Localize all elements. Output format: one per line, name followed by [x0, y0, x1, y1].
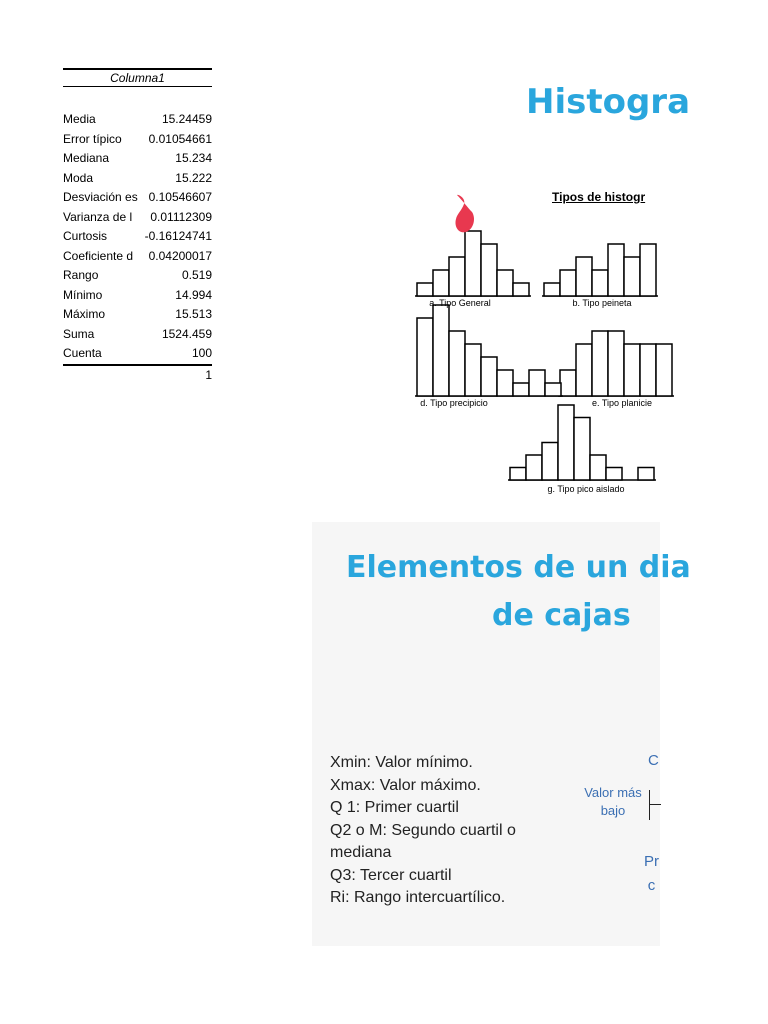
- definition-line: Q2 o M: Segundo cuartil o: [330, 821, 516, 839]
- histogram-bar: [590, 455, 606, 480]
- histogram-panel: [542, 244, 658, 308]
- boxplot-title-line2: de cajas: [492, 598, 631, 633]
- histogram-bar: [417, 283, 433, 296]
- stats-row: [63, 247, 212, 267]
- stats-row: [63, 266, 212, 286]
- stat-value: 15.24459: [161, 112, 212, 126]
- histogram-bar: [465, 344, 481, 396]
- page-number: 1: [205, 367, 212, 382]
- stats-row: [63, 188, 212, 208]
- partial-letter-top: C: [648, 752, 659, 769]
- histogram-bar: [624, 344, 640, 396]
- histogram-bar: [513, 383, 529, 396]
- stat-value: 0.01054661: [148, 131, 212, 146]
- stat-label: Rango: [63, 268, 99, 282]
- stats-row: [63, 169, 212, 189]
- histogram-panel: [415, 305, 563, 408]
- stat-value: 1524.459: [161, 326, 212, 341]
- column-header: Columna1: [110, 71, 165, 85]
- stats-row: [63, 227, 212, 247]
- stat-label: Moda: [63, 170, 94, 185]
- stat-value: 0.04200017: [148, 248, 212, 263]
- stats-row: [63, 286, 212, 306]
- histogram-bar: [592, 331, 608, 396]
- definition-line: Xmin: Valor mínimo.: [330, 754, 473, 771]
- histogram-bar: [449, 331, 465, 396]
- stats-row: [63, 130, 212, 150]
- definition-line: mediana: [330, 844, 392, 861]
- stats-row: [63, 325, 212, 345]
- histogram-slide-title: Histogra: [526, 82, 691, 122]
- definition-line: Q 1: Primer cuartil: [330, 799, 459, 816]
- histogram-bar: [465, 231, 481, 296]
- histogram-bar: [526, 455, 542, 480]
- histogram-bar: [606, 468, 622, 481]
- whisker-line: [649, 790, 650, 820]
- partial-pr: Pr: [644, 853, 659, 870]
- boxplot-elements-slide: [312, 522, 691, 946]
- stat-label: Desviación es: [63, 190, 138, 204]
- histogram-bar: [640, 344, 656, 396]
- stat-label: Coeficiente d: [63, 248, 134, 263]
- stat-value: 15.234: [175, 151, 212, 165]
- stat-value: -0.16124741: [144, 229, 212, 243]
- histogram-types-slide: [322, 82, 691, 520]
- histogram-bar: [433, 305, 449, 396]
- stat-label: Mediana: [63, 151, 110, 165]
- histogram-bar: [576, 344, 592, 396]
- lowest-value-label-line2: bajo: [600, 803, 626, 818]
- histogram-bar: [433, 270, 449, 296]
- histogram-bar: [576, 257, 592, 296]
- stats-row: [63, 305, 212, 325]
- histogram-bar: [481, 357, 497, 396]
- histogram-bar: [481, 244, 497, 296]
- stats-row: [63, 149, 212, 169]
- stat-value: 0.10546607: [148, 190, 212, 204]
- definition-line: Q3: Tercer cuartil: [330, 866, 452, 884]
- histogram-bar: [449, 257, 465, 296]
- stat-value: 0.519: [181, 268, 212, 282]
- definition-line: Ri: Rango intercuartílico.: [330, 889, 506, 906]
- pointing-hand-icon: [455, 195, 474, 232]
- stat-value: 15.222: [175, 170, 212, 185]
- stats-row: [63, 208, 212, 228]
- histogram-bar: [544, 283, 560, 296]
- partial-labels: [644, 850, 659, 898]
- histogram-panels: [322, 82, 660, 520]
- histogram-bar: [542, 443, 558, 481]
- stats-row: [63, 110, 212, 130]
- histogram-bar: [624, 257, 640, 296]
- histogram-caption: d. Tipo precipicio: [420, 398, 488, 408]
- histogram-bar: [638, 468, 654, 481]
- histogram-bar: [608, 244, 624, 296]
- histogram-bar: [513, 283, 529, 296]
- histogram-caption: b. Tipo peineta: [572, 298, 632, 308]
- boxplot-title-line1: Elementos de un dia: [346, 550, 691, 585]
- stat-value: 15.513: [175, 307, 212, 321]
- definitions-list: [330, 752, 516, 910]
- stat-label: Error típico: [63, 131, 122, 146]
- stat-label: Mínimo: [63, 287, 103, 302]
- histogram-panel: [415, 231, 531, 308]
- lowest-value-label-line1: Valor más: [584, 785, 642, 800]
- definition-line: Xmax: Valor máximo.: [330, 776, 481, 794]
- stat-label: Media: [63, 112, 96, 126]
- histogram-panel: [558, 331, 674, 408]
- lowest-value-label: [578, 784, 648, 820]
- histogram-bar: [497, 270, 513, 296]
- stats-row: [63, 344, 212, 364]
- histogram-bar: [417, 318, 433, 396]
- histogram-panel: [508, 405, 656, 494]
- histogram-bar: [656, 344, 672, 396]
- histogram-bar: [510, 468, 526, 481]
- whisker-arm: [649, 804, 661, 805]
- histogram-bar: [497, 370, 513, 396]
- stat-label: Suma: [63, 326, 95, 341]
- stats-rows: [63, 110, 212, 364]
- histogram-bar: [529, 370, 545, 396]
- histogram-bar: [560, 370, 576, 396]
- histogram-bar: [592, 270, 608, 296]
- histogram-bar: [545, 383, 561, 396]
- histogram-bar: [558, 405, 574, 480]
- stat-value: 14.994: [175, 287, 212, 302]
- histogram-bar: [608, 331, 624, 396]
- stat-label: Varianza de l: [63, 209, 133, 224]
- histogram-types-subtitle: Tipos de histogr: [552, 190, 646, 204]
- stat-value: 100: [191, 346, 212, 360]
- stat-label: Máximo: [63, 307, 106, 321]
- stat-value: 0.01112309: [150, 209, 212, 224]
- stat-label: Cuenta: [63, 346, 102, 360]
- histogram-caption: e. Tipo planicie: [591, 398, 653, 408]
- partial-c: c: [647, 877, 656, 894]
- descriptive-stats-table: [63, 68, 212, 384]
- stat-label: Curtosis: [63, 229, 108, 243]
- histogram-bar: [640, 244, 656, 296]
- histogram-bar: [574, 418, 590, 481]
- histogram-caption: g. Tipo pico aislado: [547, 484, 625, 494]
- histogram-caption: a. Tipo General: [429, 298, 491, 308]
- histogram-bar: [560, 270, 576, 296]
